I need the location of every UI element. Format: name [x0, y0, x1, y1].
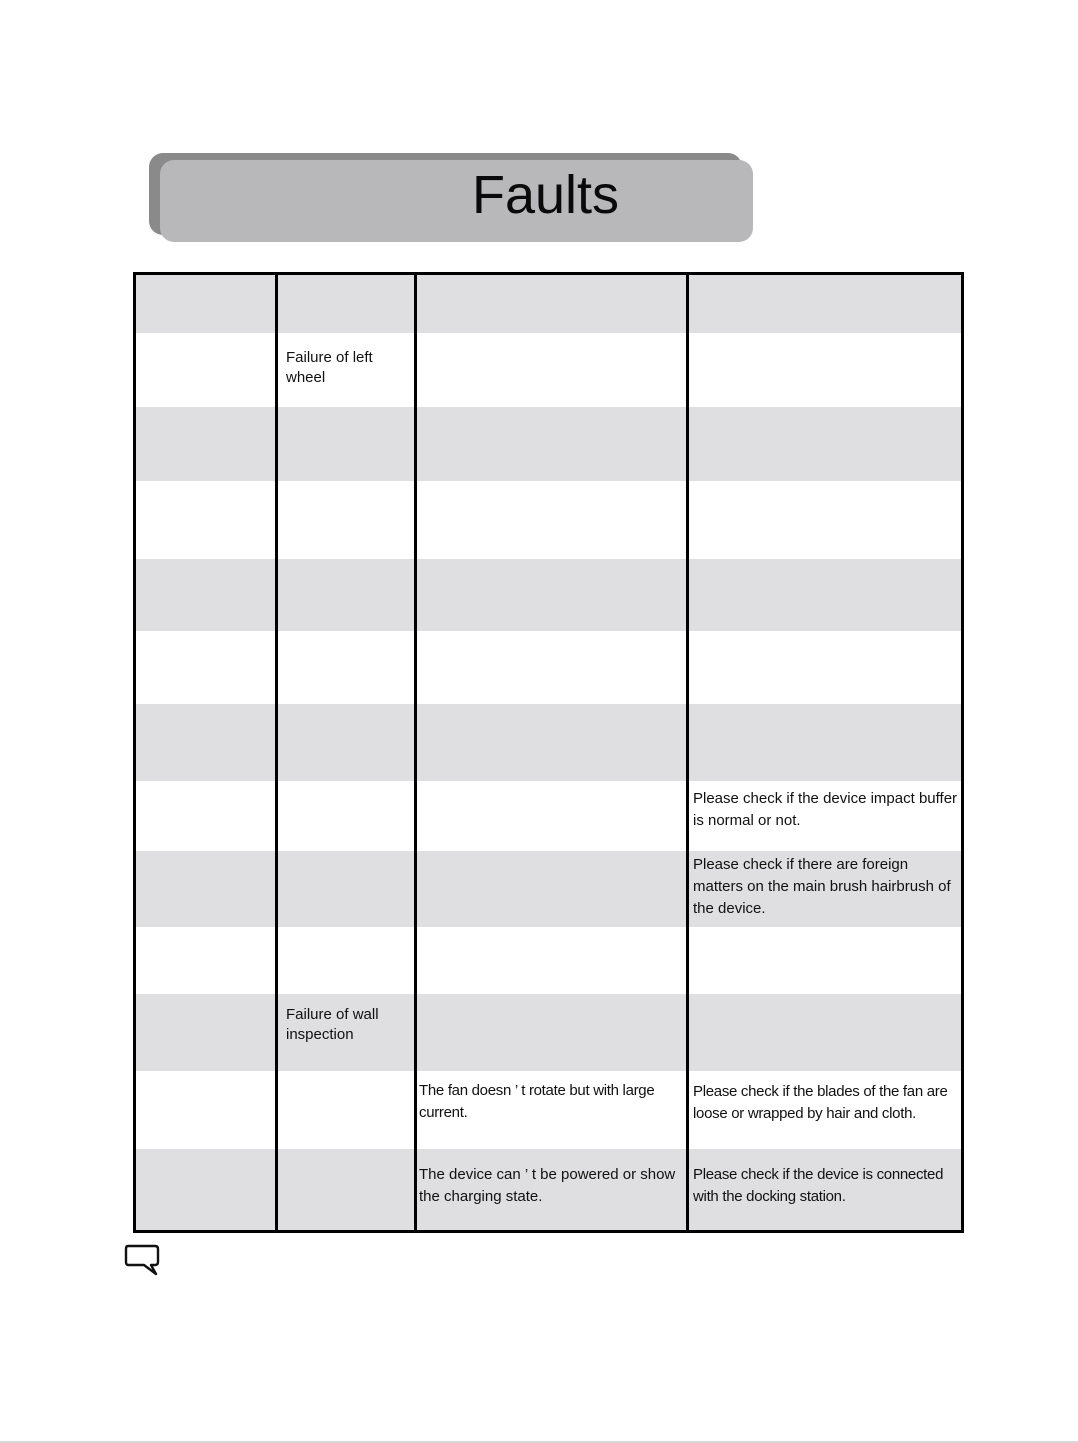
- solution-cell: Please check if there are foreign matters on the main brush hairbrush of the device.: [693, 856, 951, 917]
- solution-cell: Please check if the blades of the fan are loose or wrapped by hair and cloth.: [693, 1083, 948, 1122]
- solution-cell: Please check if the device is connected with the docking station.: [693, 1166, 944, 1205]
- column-divider: [686, 275, 689, 1230]
- table-row: [136, 994, 961, 1071]
- column-divider: [275, 275, 278, 1230]
- table-row: [136, 333, 961, 407]
- fault-cell: Failure of left wheel: [286, 349, 373, 386]
- title-banner: [160, 160, 753, 242]
- table-row: [136, 631, 961, 704]
- table-header-row: [136, 275, 961, 333]
- table-row: [136, 481, 961, 559]
- description-cell: The device can ’ t be powered or show the charging state.: [419, 1166, 676, 1205]
- faults-table: [133, 272, 964, 1233]
- speech-bubble-icon: [124, 1243, 162, 1277]
- solution-cell: Please check if the device impact buffer is normal or not.: [693, 790, 958, 829]
- table-row: [136, 704, 961, 781]
- table-row: [136, 927, 961, 994]
- fault-cell: Failure of wall inspection: [286, 1006, 379, 1043]
- table-row: [136, 407, 961, 481]
- page-title: Faults: [472, 165, 620, 225]
- description-cell: The fan doesn ’ t rotate but with large current.: [419, 1082, 655, 1121]
- table-row: [136, 559, 961, 631]
- column-divider: [414, 275, 417, 1230]
